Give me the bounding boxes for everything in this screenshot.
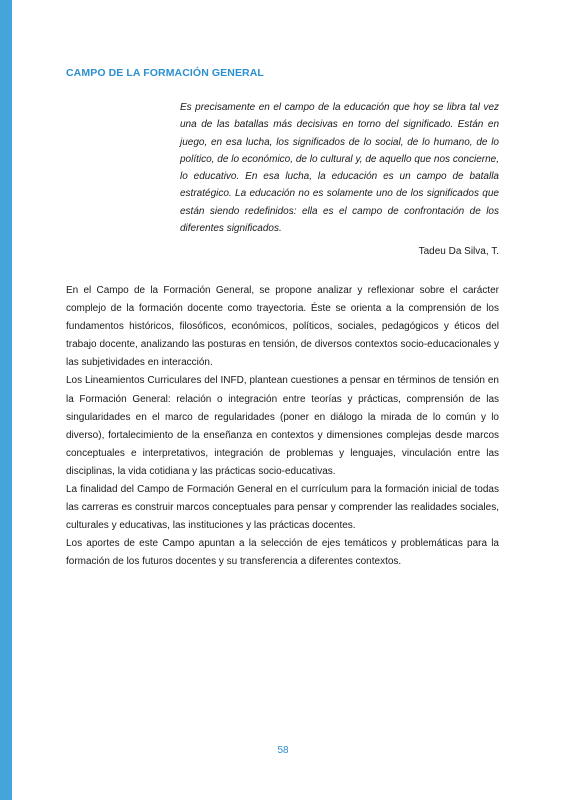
body-text (66, 282, 499, 572)
page-number: 58 (277, 745, 289, 756)
body-paragraph: La finalidad del Campo de Formación General en el currículum para la formación inicial de todas las carreras es construir marcos conceptuales para pensar y comprender las realidades sociales, culturales y educativas, las instituciones y las prácticas docentes. (66, 484, 499, 532)
side-accent-bar (0, 0, 12, 800)
epigraph-quote: Es precisamente en el campo de la educación que hoy se libra tal vez una de las batallas más decisivas en torno del significado. Están en juego, en esa lucha, los significados de lo social, de lo humano, de lo político, de lo económico, de lo cultural y, de aquello que nos concierne, lo educativo. En esa lucha, la educación es un campo de batalla estratégico. La educación no es solamente uno de los significados que están siendo redefinidos: ella es el campo de confrontación de los diferentes significados. (180, 102, 499, 235)
section-title: CAMPO DE LA FORMACIÓN GENERAL (66, 67, 264, 79)
epigraph-author: Tadeu Da Silva, T. (418, 246, 499, 257)
body-paragraph: En el Campo de la Formación General, se propone analizar y reflexionar sobre el carácter complejo de la formación docente como trayectoria. Éste se orienta a la comprensión de los fundamentos históricos, filosóficos, económicos, políticos, sociales, pedagógicos y éticos del trabajo docente, analizando las posturas en tensión, de diversos contextos socio-educacionales y las subjetividades en interacción. (66, 285, 499, 369)
body-paragraph: Los Lineamientos Curriculares del INFD, plantean cuestiones a pensar en términos de tensión en la Formación General: relación o integración entre teorías y prácticas, comprensión de las singularidades en el marco de regularidades (poner en diálogo la mirada de lo común y lo diverso), fortalecimiento de la enseñanza en contextos y dimensiones complejas desde marcos conceptuales e interpretativos, integración de problemas y lenguajes, vinculación entre las disciplinas, la vida cotidiana y las prácticas socio-educativas. (66, 375, 499, 477)
body-paragraph: Los aportes de este Campo apuntan a la selección de ejes temáticos y problemáticas para la formación de los futuros docentes y su transferencia a diferentes contextos. (66, 538, 499, 568)
